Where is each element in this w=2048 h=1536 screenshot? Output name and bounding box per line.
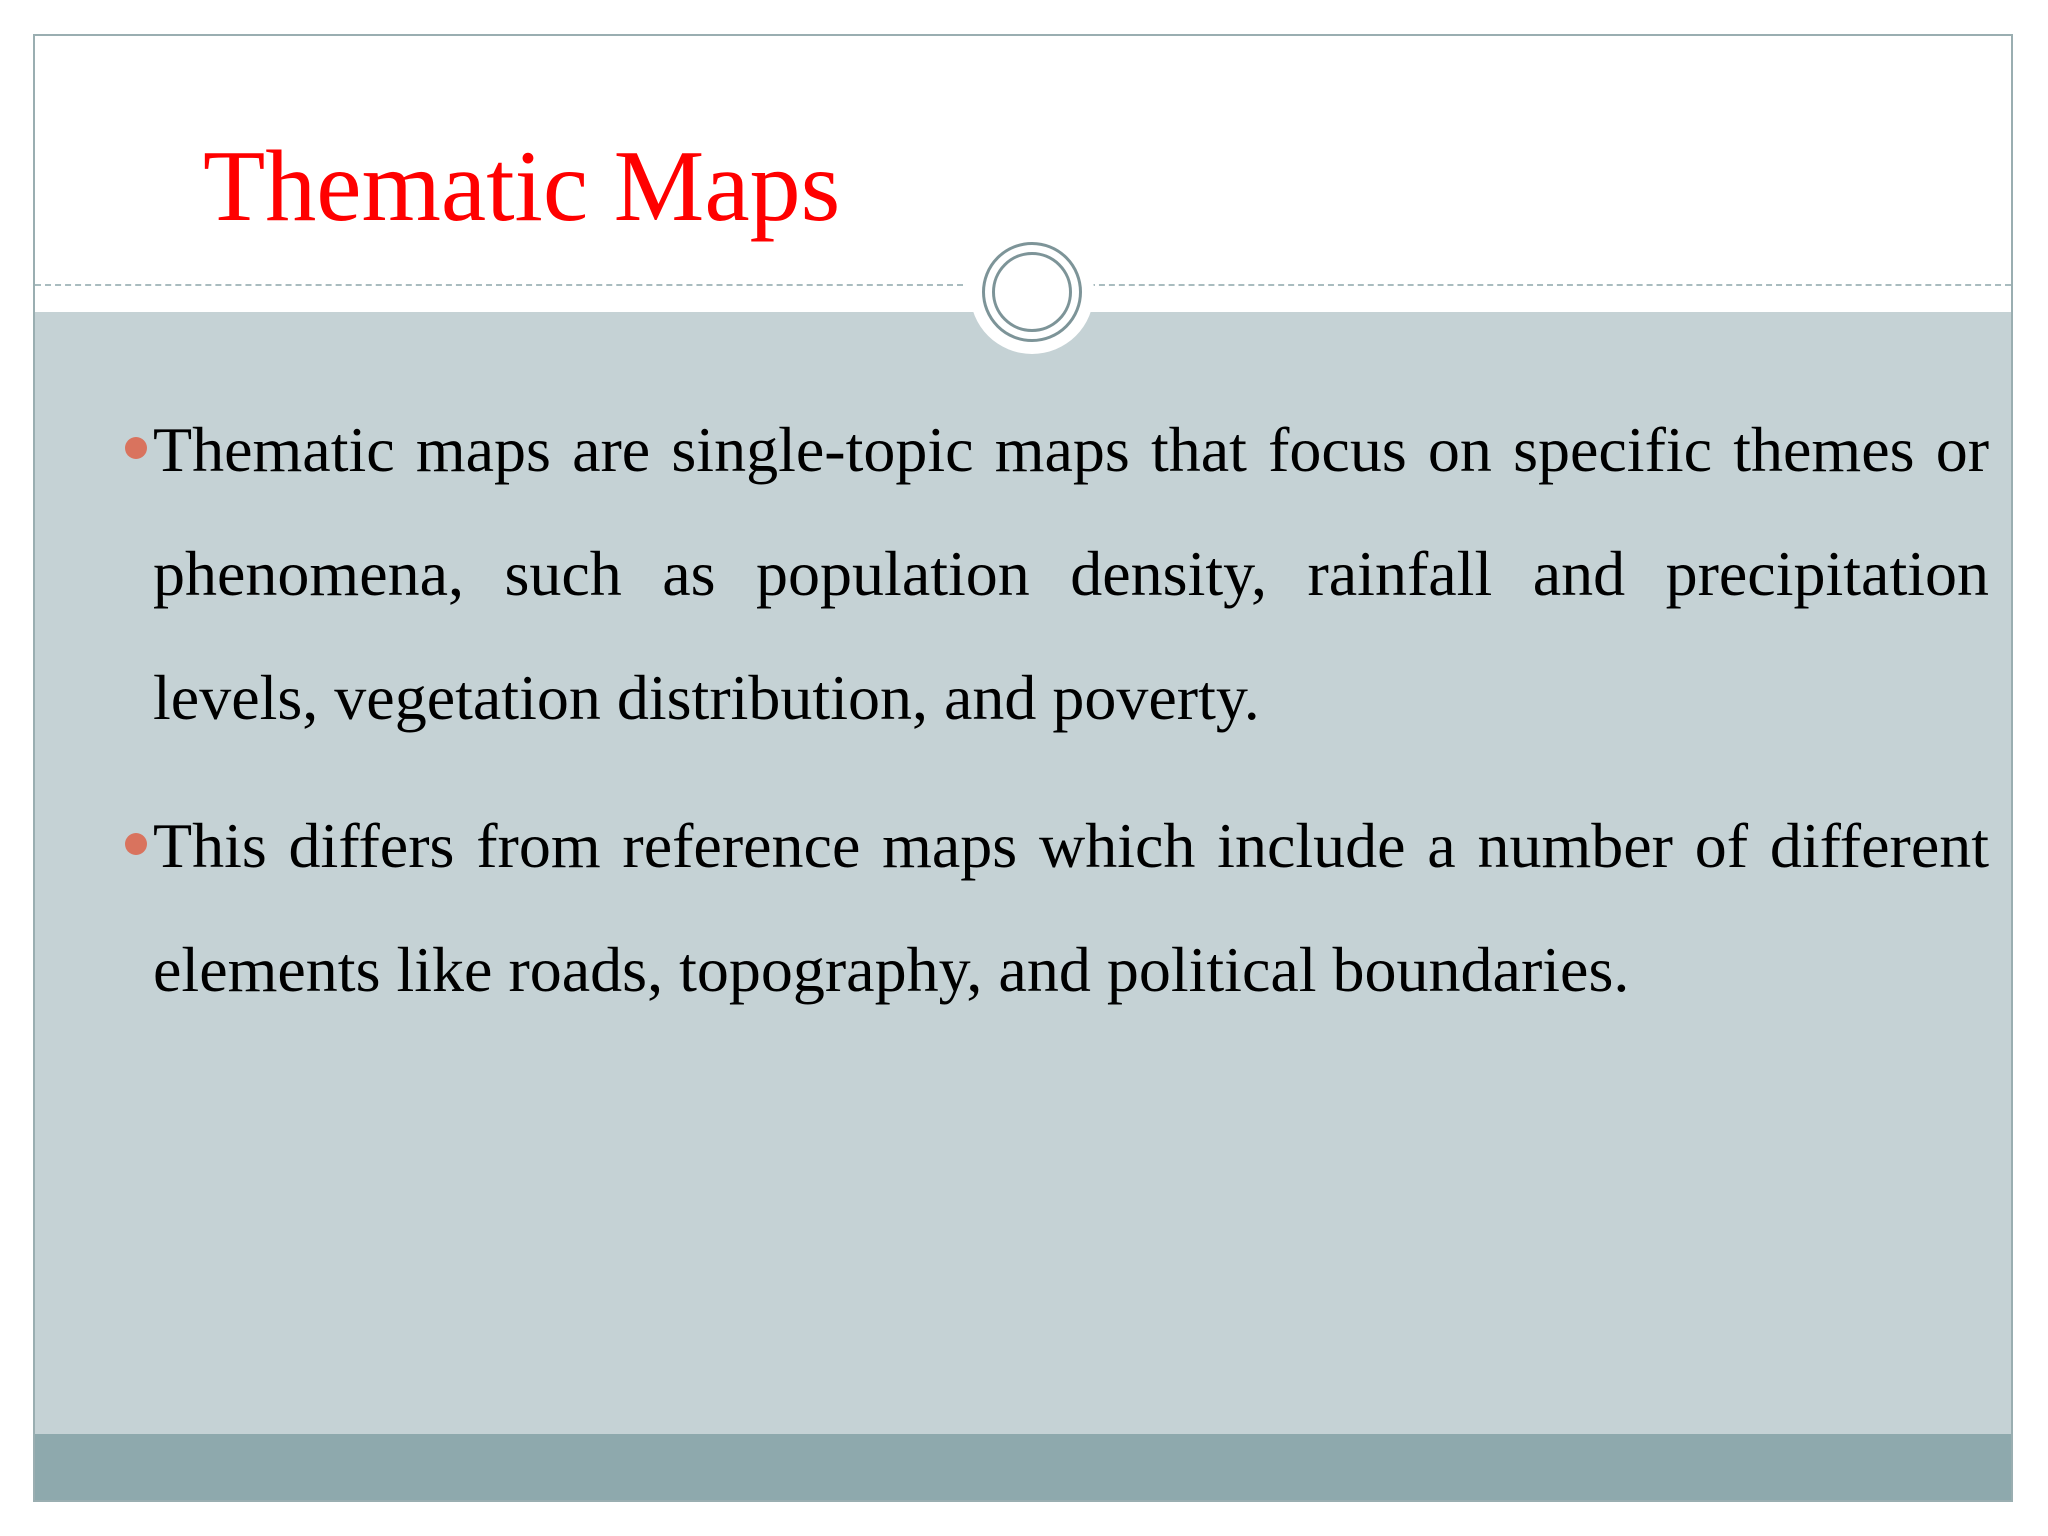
bullet-item (153, 784, 1989, 1032)
ornament-outer-ring (982, 242, 1082, 342)
slide-title: Thematic Maps (203, 130, 841, 243)
slide (33, 34, 2013, 1502)
bullet-list (153, 388, 1989, 1056)
bullet-text: Thematic maps are single-topic maps that focus on specific themes or phenomena, such as population density, rainfall and precipitation levels, vegetation distribution, and poverty. (153, 414, 1989, 733)
bullet-text: This differs from reference maps which include a number of different elements like roads, topography, and political boundaries. (153, 810, 1989, 1005)
header-divider-left (35, 284, 963, 286)
filled-circle-bullet-icon (125, 437, 147, 459)
footer-band (35, 1434, 2011, 1502)
ornament-inner-ring (992, 252, 1072, 332)
header-divider-right (1089, 284, 2011, 286)
double-ring-circle-icon (970, 230, 1094, 354)
filled-circle-bullet-icon (125, 833, 147, 855)
bullet-item (153, 388, 1989, 760)
